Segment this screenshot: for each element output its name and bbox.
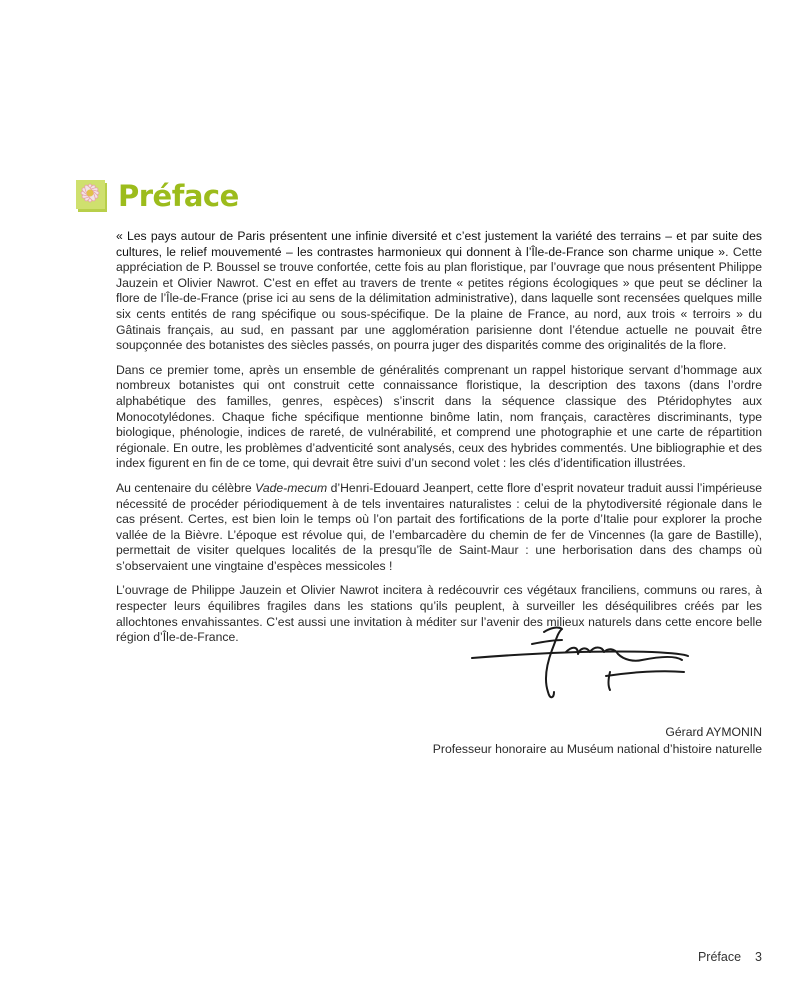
paragraph-1 [116, 229, 762, 354]
signer-name: Gérard AYMONIN [665, 725, 762, 739]
signer-title: Professeur honoraire au Muséum national d’histoire naturelle [432, 742, 762, 756]
page-title: Préface [118, 179, 239, 213]
footer-section: Préface [697, 950, 742, 964]
paragraph-1-text: Cette appréciation de P. Boussel se trouve confortée, cette fois au plan floristique, par l’ouvrage que nous présentent Philippe Jauzein et Olivier Nawrot. C’est en effet au travers de trente « petites régions écologiques » que peut se décliner la flore de l’Île-de-France (prise ici au sens de la délimitation administrative), dans laquelle sont recensées quelques mille six cents entités de rang spécifique ou sous-spécifique. De la plaine de France, au nord, aux trois « terroirs » du Gâtinais français, au sud, en passant par une agglomération parisienne dont l’étendue actuelle ne pouvait être soupçonnée des botanistes des siècles passés, on pourra juger des disparités comme des originalités de la flore. [116, 244, 762, 353]
quote-text: « Les pays autour de Paris présentent une infinie diversité et c’est justement la variété des terrains – et par suite des cultures, le relief mouvementé – les contrastes harmonieux qui donnent à l’Île-de-France son charme unique ». [116, 229, 762, 259]
paragraph-2: Dans ce premier tome, après un ensemble de généralités comprenant un rappel historique servant d’hommage aux nombreux botanistes qui ont construit cette connaissance floristique, la description des taxons (dans l’ordre alphabétique des familles, genres, espèces) s’inscrit dans la séquence classique des Ptéridophytes aux Monocotylédones. Chaque fiche spécifique mentionne binôme latin, nom français, caractères discriminants, type biologique, phénologie, indices de rareté, de vulnérabilité, et comprend une photographie et une carte de répartition régionale. En outre, les problèmes d’adventicité sont analysés, ceux des hybrides commentés. Une bibliographie et des index figurent en fin de ce tome, qui devrait être suivi d’un second volet : les clés d’identification illustrées. [116, 362, 762, 471]
preface-body [116, 229, 762, 655]
paragraph-4: L’ouvrage de Philippe Jauzein et Olivier Nawrot incitera à redécouvrir ces végétaux franciliens, communs ou rares, à respecter leurs équilibres fragiles dans les stations qu’ils peuplent, à surveiller les déséquilibres créés par les allochtones envahissantes. C’est aussi une invitation à méditer sur l’avenir des milieux naturels dans cette encore belle région d’Île-de-France. [116, 583, 762, 645]
page-number: 3 [755, 950, 762, 964]
page-heading [74, 176, 239, 216]
signer-block [433, 724, 762, 758]
book-title: Vade-mecum [255, 480, 328, 495]
page-footer [698, 950, 762, 964]
paragraph-3-text-b: d’Henri-Edouard Jeanpert, cette flore d’esprit novateur traduit aussi l’impérieuse nécessité de procéder périodiquement à de tels inventaires naturalistes : celui de la phytodiversité régionale dans le cas présent. Certes, est bien loin le temps où l’on partait des fortifications de la porte d’Italie pour explorer la proche vallée de la Bièvre. L’époque est révolue qui, de l’embarcadère du chemin de fer de Vincennes (la gare de Bastille), permettait de visiter quelques localités de la presqu’île de Saint-Maur : une herborisation dans des champs où s’observaient une vingtaine d’espèces messicoles ! [116, 480, 762, 573]
flower-icon [74, 178, 110, 214]
paragraph-3 [116, 481, 762, 575]
signature-image [462, 620, 762, 718]
paragraph-3-text-a: Au centenaire du célèbre [116, 480, 256, 495]
